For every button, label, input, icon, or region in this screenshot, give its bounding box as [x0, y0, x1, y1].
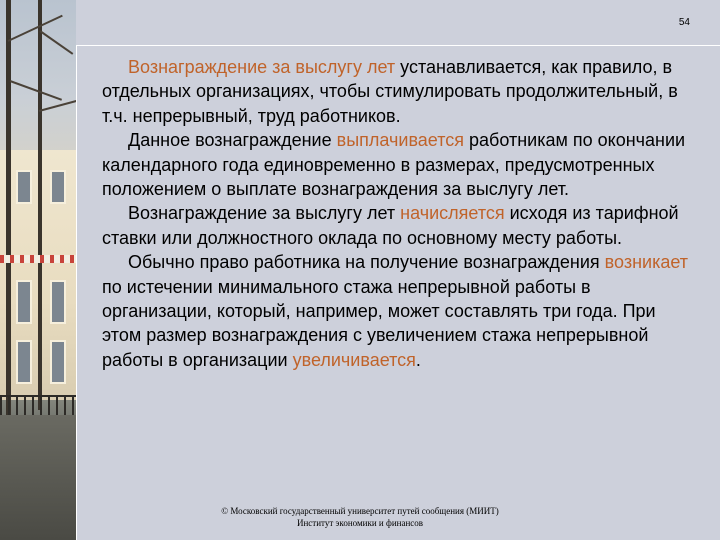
frame-line-left — [76, 45, 77, 540]
paragraph-text: исходя из тарифной ставки или должностного оклада по основному месту работы. — [102, 203, 679, 248]
footer — [200, 505, 520, 529]
term-highlight: выплачивается — [336, 130, 465, 151]
footer-institute: Институт экономики и финансов — [296, 518, 424, 528]
paragraph-text: по истечении минимального стажа непрерывной работы в организации, который, например, может составлять три года. При этом размер вознаграждения с увеличением стажа непрерывной работы в организации — [102, 276, 656, 370]
paragraph-4 — [102, 250, 692, 372]
paragraph-text: Вознаграждение за выслугу лет — [128, 203, 401, 224]
paragraph-text: Обычно право работника на получение вознаграждения — [128, 252, 605, 273]
building-photo — [0, 0, 76, 540]
frame-line-top — [76, 45, 720, 46]
slide-body — [102, 55, 692, 372]
term-highlight: Вознаграждение за выслугу лет — [128, 57, 396, 77]
term-highlight: возникает — [604, 252, 689, 273]
paragraph-text: Данное вознаграждение — [128, 130, 337, 151]
footer-copyright: © Московский государственный университет путей сообщения (МИИТ) — [221, 506, 499, 516]
paragraph-1 — [102, 55, 692, 128]
paragraph-text: работникам по окончании календарного года единовременно в размерах, предусмотренных положением о выплате вознаграждения за выслугу лет. — [102, 130, 686, 200]
paragraph-2 — [102, 128, 692, 201]
paragraph-text: . — [415, 349, 421, 370]
term-highlight: увеличивается — [292, 349, 416, 370]
page-number: 54 — [678, 17, 690, 28]
term-highlight: начисляется — [400, 203, 505, 224]
paragraph-3 — [102, 201, 692, 250]
paragraph-text: устанавливается, как правило, в отдельных организациях, чтобы стимулировать продолжительный, в т.ч. непрерывный, труд работников. — [102, 57, 678, 126]
